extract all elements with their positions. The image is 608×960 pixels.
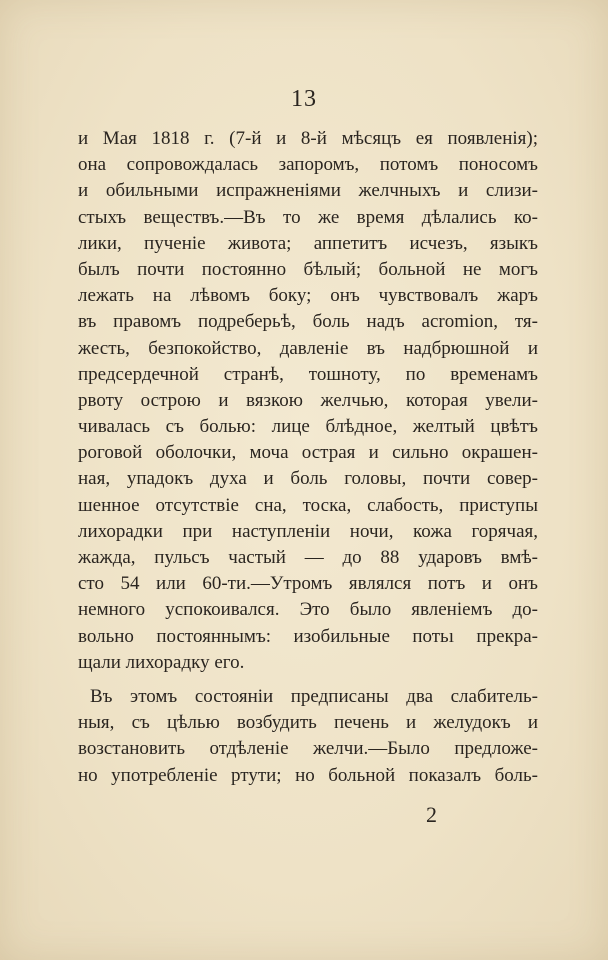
text-line: шенное отсутствіе сна, тоска, слабость, приступы	[78, 494, 538, 516]
text-line: она сопровождалась запоромъ, потомъ поносомъ	[78, 154, 538, 176]
text-line: сто 54 или 60-ти.—Утромъ являлся потъ и онъ	[78, 573, 538, 595]
text-line: былъ почти постоянно бѣлый; больной не могъ	[78, 258, 538, 280]
text-line: лихорадки при наступленіи ночи, кожа горячая,	[78, 520, 538, 542]
text-line: ныя, съ цѣлью возбудить печень и желудокъ и	[78, 712, 538, 734]
signature-mark: 2	[426, 802, 437, 827]
text-line: жажда, пульсъ частый — до 88 ударовъ вмѣ-	[78, 547, 538, 568]
text-line: предсердечной странѣ, тошноту, по временамъ	[78, 363, 538, 385]
text-line: немного успокоивался. Это было явленіемъ до-	[78, 599, 538, 621]
text-line: роговой оболочки, моча острая и сильно окрашен-	[78, 442, 538, 464]
page-number: 13	[291, 86, 317, 112]
text-line: жесть, безпокойство, давленіе въ надбрюшной и	[78, 337, 538, 359]
text-line: но употребленіе ртути; но больной показалъ боль-	[78, 764, 538, 786]
text-line: лежать на лѣвомъ боку; онъ чувствовалъ жаръ	[78, 285, 538, 307]
text-line: возстановить отдѣленіе желчи.—Было предложе-	[78, 738, 538, 760]
text-line: въ правомъ подреберьѣ, боль надъ acromion, тя-	[78, 311, 538, 333]
text-line: стыхъ веществъ.—Въ то же время дѣлались ко-	[78, 206, 538, 228]
text-line: рвоту острою и вязкою желчью, которая увели-	[78, 389, 538, 411]
text-line: Въ этомъ состояніи предписаны два слабитель-	[90, 685, 538, 707]
text-line: щали лихорадку его.	[78, 651, 245, 673]
text-line: вольно постояннымъ: изобильные потьı прекра-	[78, 625, 538, 647]
text-line: и обильными испражненіями желчныхъ и слизи-	[78, 180, 538, 202]
text-line: ная, упадокъ духа и боль головы, почти совер-	[78, 468, 538, 490]
text-line: лики, пученіе живота; аппетитъ исчезъ, языкъ	[78, 232, 538, 254]
text-line: и Мая 1818 г. (7-й и 8-й мѣсяцъ ея появленія);	[78, 128, 538, 149]
body-text	[78, 126, 538, 789]
text-line: чивалась съ болью: лице блѣдное, желтый цвѣтъ	[78, 416, 538, 438]
